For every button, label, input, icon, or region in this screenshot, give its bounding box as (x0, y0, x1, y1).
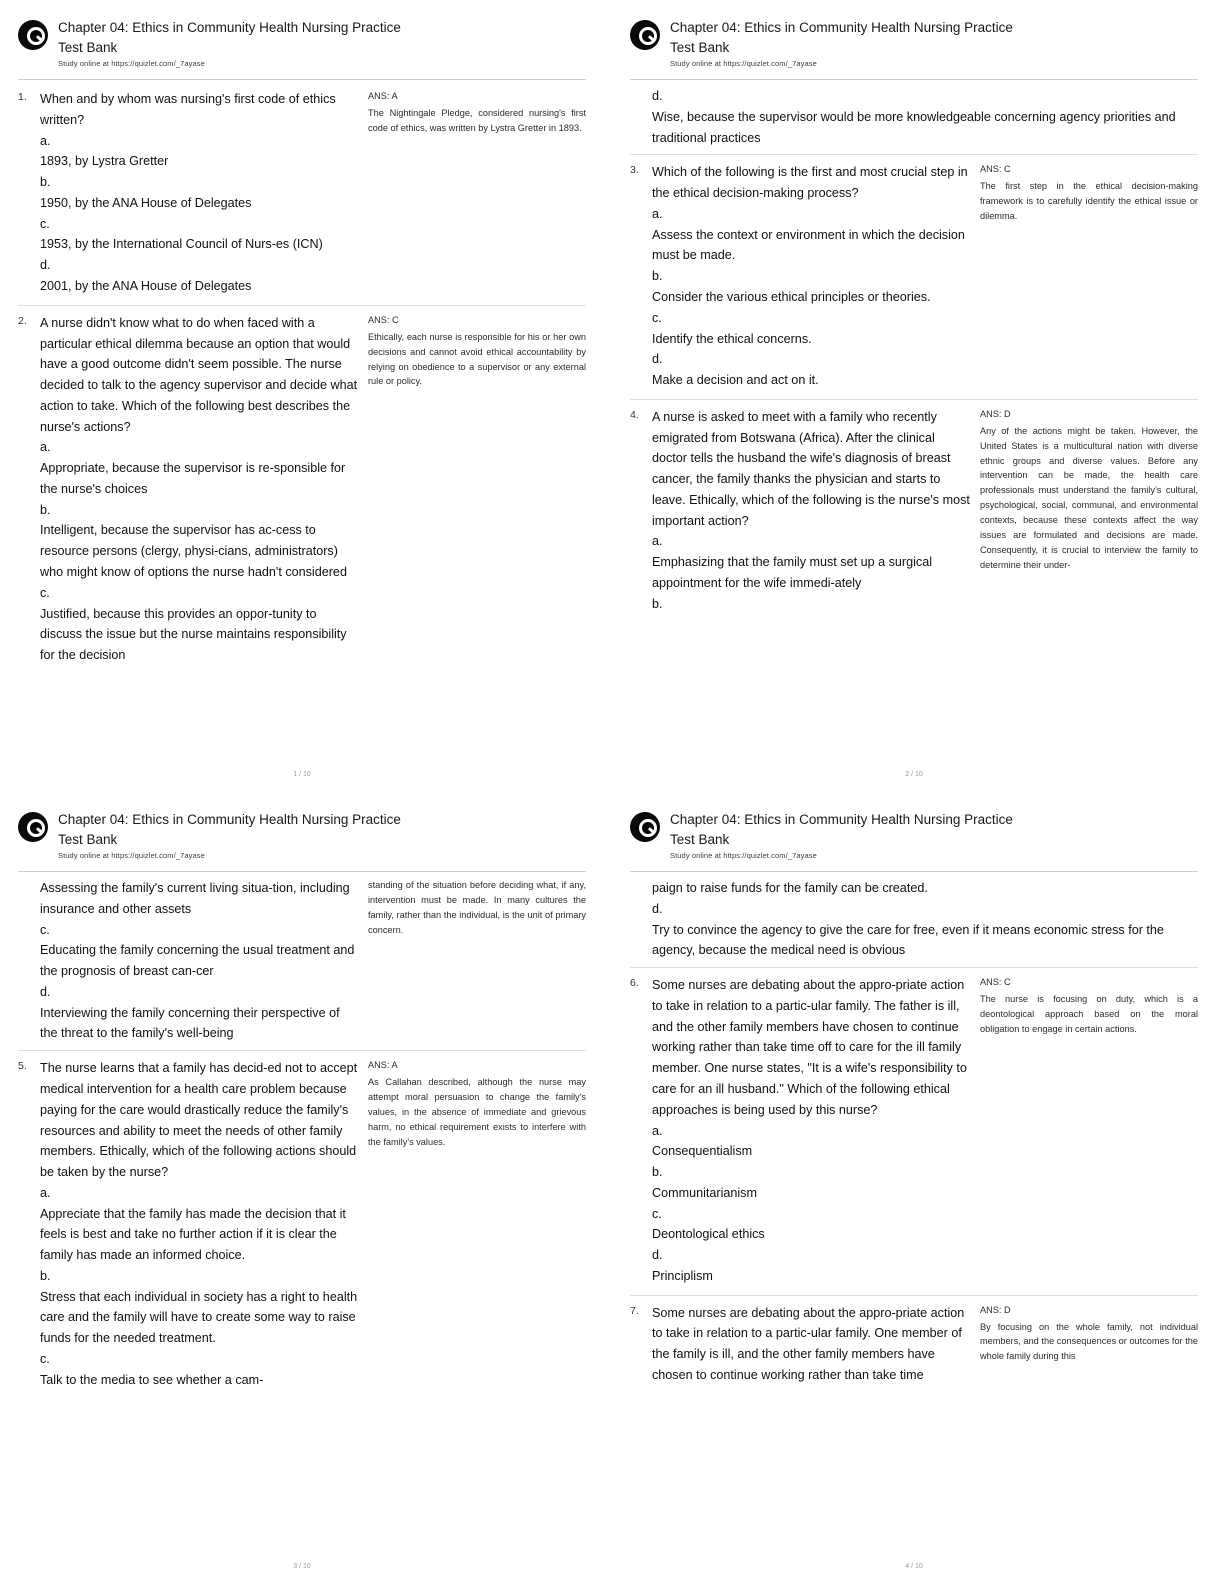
page-header (18, 810, 586, 866)
header-divider (630, 871, 1198, 872)
option-text: Stress that each individual in society has a right to health care and the family will have to create some way to raise funds for the needed treatment. (40, 1289, 358, 1346)
answer-key: ANS: D (980, 408, 1011, 419)
option-text: 2001, by the ANA House of Delegates (40, 279, 252, 294)
question-item (630, 400, 1198, 623)
option-letter: d. (652, 901, 663, 916)
question-stem: Some nurses are debating about the appro-priate action to take in relation to a partic-ular family. The father is ill, and the other family members have chosen to continue working rather than take time off to care for the ill family member. One nurse states, "It is a wife's responsibility to care for an ill husband." Which of the following ethical approaches is being used by this nurse? (652, 978, 967, 1117)
continuation-block (630, 874, 1198, 968)
option-text: Emphasizing that the family must set up a surgical appointment for the wife immedi-ately (652, 555, 932, 590)
question-number: 7. (630, 1304, 639, 1317)
option-letter: c. (40, 922, 50, 937)
option-text: Appreciate that the family has made the decision that it feels is best and take no further action if it is clear the family has made an informed choice. (40, 1206, 346, 1263)
option-text: Interviewing the family concerning their perspective of the threat to the family's well-being (40, 1005, 340, 1041)
option-text: Communitarianism (652, 1185, 757, 1200)
answer-column (368, 89, 586, 297)
answer-column (980, 162, 1198, 390)
answer-key: ANS: A (368, 1060, 398, 1071)
option-letter: c. (40, 585, 50, 600)
question-item (630, 155, 1198, 399)
option-letter: a. (652, 1123, 663, 1138)
option-text: Assessing the family's current living situa-tion, including insurance and other assets (40, 881, 350, 916)
document-subtitle: Test Bank (58, 39, 118, 55)
option-text: Deontological ethics (652, 1227, 765, 1242)
answer-key: ANS: D (980, 1304, 1011, 1315)
answer-column (368, 878, 586, 1044)
rationale-text: As Callahan described, although the nurse may attempt moral persuasion to change the family's values, in the absence of immediate and grievous harm, no ethical requirement exists to interfere with the family's values. (368, 1077, 586, 1147)
question-stem: The nurse learns that a family has decid-ed not to accept medical intervention for a health care problem because paying for the care would drastically reduce the family's resources and ability to meet the needs of other family members. Ethically, which of the following actions should be taken by the nurse? (40, 1061, 358, 1180)
answer-column (980, 407, 1198, 615)
question-stem: Some nurses are debating about the appro-priate action to take in relation to a partic-ular family. One member of the family is ill, and the other family members have chosen to continue working rather than take time (652, 1305, 965, 1382)
continuation-block (630, 82, 1198, 155)
option-text: Justified, because this provides an oppor-tunity to discuss the issue but the nurse maintains responsibility for the decision (40, 606, 347, 663)
option-text: Educating the family concerning the usual treatment and the prognosis of breast can-cer (40, 943, 355, 979)
question-item (18, 82, 586, 306)
option-letter: d. (652, 352, 663, 367)
page-2 (612, 0, 1224, 792)
rationale-text: By focusing on the whole family, not individual members, and the consequences or outcomes for the whole family during this (980, 1321, 1198, 1362)
option-text: Principlism (652, 1268, 713, 1283)
question-stem: When and by whom was nursing's first code of ethics written? (40, 92, 336, 127)
header-divider (630, 79, 1198, 80)
option-letter: b. (40, 1268, 51, 1283)
option-letter: d. (40, 984, 51, 999)
option-text: Try to convince the agency to give the care for free, even if it means economic stress for the agency, because the medical need is obvious (652, 922, 1164, 958)
question-number: 2. (18, 314, 27, 327)
option-letter: a. (40, 440, 51, 455)
page-number: 2 / 10 (905, 771, 923, 778)
question-item (18, 306, 586, 674)
option-text: Intelligent, because the supervisor has ac-cess to resource persons (clergy, physi-cians, administrators) who might know of options the nurse hadn't considered (40, 523, 347, 579)
study-online-link[interactable]: Study online at https://quizlet.com/_7ayase (58, 851, 205, 861)
option-letter: c. (40, 216, 50, 231)
page-header (630, 810, 1198, 866)
question-stem: Which of the following is the first and most crucial step in the ethical decision-making process? (652, 165, 968, 201)
question-number: 4. (630, 408, 639, 421)
answer-column (368, 1058, 586, 1390)
question-item (630, 1296, 1198, 1394)
document-title: Chapter 04: Ethics in Community Health Nursing Practice (58, 812, 401, 827)
option-letter: b. (40, 175, 51, 190)
option-text: Identify the ethical concerns. (652, 331, 812, 346)
page-number: 3 / 10 (293, 1563, 311, 1570)
page-3 (0, 792, 612, 1584)
answer-column (368, 313, 586, 666)
rationale-text: The nurse is focusing on duty, which is a deontological approach based on the moral obligation to engage in certain actions. (980, 994, 1198, 1034)
option-text: Talk to the media to see whether a cam- (40, 1372, 264, 1387)
option-letter: b. (652, 1165, 663, 1180)
option-letter: c. (652, 1206, 662, 1221)
option-letter: a. (652, 534, 663, 549)
question-stem: A nurse didn't know what to do when faced with a particular ethical dilemma because an option that would have a good outcome didn't seem possible. The nurse decided to talk to the agency supervisor and decide what action to take. Which of the following best describes the nurse's actions? (40, 315, 358, 434)
option-letter: c. (652, 310, 662, 325)
page-header (18, 18, 586, 74)
option-text: 1953, by the International Council of Nurs-es (ICN) (40, 237, 323, 252)
option-text: 1950, by the ANA House of Delegates (40, 195, 252, 210)
document-subtitle: Test Bank (670, 831, 730, 847)
question-item (630, 968, 1198, 1295)
question-number: 1. (18, 91, 27, 104)
continuation-block (18, 874, 586, 1051)
rationale-text: The first step in the ethical decision-making framework is to carefully identify the ethical issue or dilemma. (980, 181, 1198, 222)
page-1 (0, 0, 612, 792)
question-number: 3. (630, 164, 639, 177)
option-letter: a. (652, 206, 663, 221)
quizlet-q-icon (18, 812, 48, 842)
option-text: Wise, because the supervisor would be more knowledgeable concerning agency priorities and traditional practices (652, 109, 1176, 145)
document-title: Chapter 04: Ethics in Community Health Nursing Practice (670, 812, 1013, 827)
question-number: 5. (18, 1060, 27, 1073)
study-online-link[interactable]: Study online at https://quizlet.com/_7ayase (670, 851, 817, 861)
option-text: Consider the various ethical principles or theories. (652, 290, 931, 305)
rationale-text: Ethically, each nurse is responsible for his or her own decisions and cannot avoid ethical accountability by relying on obedience to a supervisor or any external rule or policy. (368, 331, 586, 387)
option-letter: d. (652, 1248, 663, 1263)
option-letter: c. (40, 1351, 50, 1366)
quizlet-q-icon (630, 812, 660, 842)
quizlet-q-icon (18, 20, 48, 50)
rationale-text: Any of the actions might be taken. However, the United States is a multicultural nation with diverse ethnic groups and diverse values. Before any intervention can be made, the health care professionals must understand the family's cultural, psychological, social, communal, and environmental contexts, because these contexts affect the way issues are formulated and decisions are made. Consequently, it is crucial to interview the family to determine their under- (980, 425, 1198, 570)
question-stem: A nurse is asked to meet with a family who recently emigrated from Botswana (Africa). After the clinical doctor tells the husband the wife's diagnosis of breast cancer, the family thanks the physician and starts to leave. Ethically, which of the following is the nurse's most important action? (652, 409, 970, 528)
document-subtitle: Test Bank (58, 831, 118, 847)
question-item (18, 1051, 586, 1398)
page-4 (612, 792, 1224, 1584)
document-title: Chapter 04: Ethics in Community Health Nursing Practice (670, 20, 1013, 35)
option-text: Appropriate, because the supervisor is re-sponsible for the nurse's choices (40, 461, 346, 496)
answer-column (980, 1303, 1198, 1386)
page-number: 1 / 10 (293, 771, 311, 778)
answer-key: ANS: C (980, 164, 1011, 175)
document-subtitle: Test Bank (670, 39, 730, 55)
question-number: 6. (630, 977, 639, 990)
option-letter: d. (40, 258, 51, 273)
answer-key: ANS: C (368, 314, 399, 325)
option-letter: b. (40, 502, 51, 517)
answer-column (980, 975, 1198, 1286)
option-text: Make a decision and act on it. (652, 373, 819, 388)
answer-key: ANS: A (368, 91, 398, 102)
option-text: Consequentialism (652, 1144, 753, 1159)
rationale-text: The Nightingale Pledge, considered nursing's first code of ethics, was written by Lystra Gretter in 1893. (368, 108, 586, 133)
quizlet-q-icon (630, 20, 660, 50)
page-header (630, 18, 1198, 74)
page-number: 4 / 10 (905, 1563, 923, 1570)
option-letter: a. (40, 133, 51, 148)
option-letter: b. (652, 596, 663, 611)
option-text: Assess the context or environment in which the decision must be made. (652, 227, 965, 263)
header-divider (18, 79, 586, 80)
answer-key: ANS: C (980, 977, 1011, 988)
option-letter: a. (40, 1185, 51, 1200)
header-divider (18, 871, 586, 872)
study-online-link[interactable]: Study online at https://quizlet.com/_7ayase (670, 59, 817, 69)
study-online-link[interactable]: Study online at https://quizlet.com/_7ayase (58, 59, 205, 69)
document-title: Chapter 04: Ethics in Community Health Nursing Practice (58, 20, 401, 35)
rationale-text: standing of the situation before deciding what, if any, intervention must be made. In many cultures the family, rather than the individual, is the unit of primary concern. (368, 880, 586, 935)
option-letter: b. (652, 269, 663, 284)
option-letter: d. (652, 89, 663, 104)
option-text: paign to raise funds for the family can be created. (652, 881, 928, 896)
option-text: 1893, by Lystra Gretter (40, 154, 169, 169)
